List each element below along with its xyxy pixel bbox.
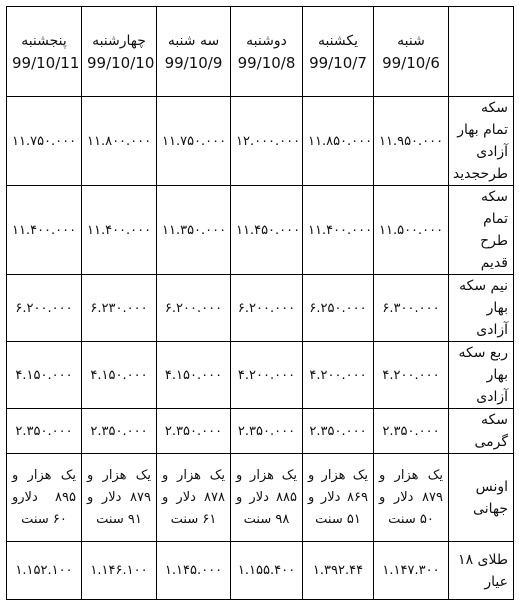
price-cell: ۱۱.۴۰۰.۰۰۰ xyxy=(82,186,157,275)
price-cell: ۱۱.۸۰۰.۰۰۰ xyxy=(82,97,157,186)
price-cell: ۴.۱۵۰.۰۰۰ xyxy=(82,342,157,409)
day-date: 99/10/6 xyxy=(382,53,440,72)
day-header-tuesday xyxy=(157,7,231,97)
price-cell: ۲.۳۵۰.۰۰۰ xyxy=(303,409,374,454)
price-cell: ۶.۲۰۰.۰۰۰ xyxy=(7,275,82,342)
price-cell: یک هزار و ۸۸۵ دلار و ۹۸ سنت xyxy=(231,454,303,542)
price-cell: ۱.۱۴۵.۰۰۰ xyxy=(157,542,231,600)
price-cell: یک هزار و ۸۹۵ دلارو ۶۰ سنت xyxy=(7,454,82,542)
price-cell: ۶.۲۵۰.۰۰۰ xyxy=(303,275,374,342)
price-cell: ۶.۲۰۰.۰۰۰ xyxy=(231,275,303,342)
price-cell: ۲.۳۵۰.۰۰۰ xyxy=(7,409,82,454)
price-cell: ۲.۳۵۰.۰۰۰ xyxy=(231,409,303,454)
header-row xyxy=(7,7,514,97)
row-label: سکه تمام بهار آزادی طرحجدید xyxy=(449,97,514,186)
price-cell: ۲.۳۵۰.۰۰۰ xyxy=(82,409,157,454)
table-row-old-design-coin xyxy=(7,186,514,275)
price-cell: ۱۱.۴۵۰.۰۰۰ xyxy=(231,186,303,275)
price-cell: ۱.۳۹۲.۴۴ xyxy=(303,542,374,600)
day-date: 99/10/10 xyxy=(87,53,155,72)
price-cell: ۱۱.۴۰۰.۰۰۰ xyxy=(7,186,82,275)
table-row-half-coin xyxy=(7,275,514,342)
price-cell: یک هزار و ۸۷۹ دلار و ۹۱ سنت xyxy=(82,454,157,542)
day-date: 99/10/11 xyxy=(12,53,80,72)
table-row-quarter-coin xyxy=(7,342,514,409)
table-row-world-ounce xyxy=(7,454,514,542)
row-label: اونس جهانی xyxy=(449,454,514,542)
table-row-18k-gold xyxy=(7,542,514,600)
price-cell: یک هزار و ۸۷۸ دلار و ۶۱ سنت xyxy=(157,454,231,542)
price-cell: یک هزار و ۸۶۹ دلار و ۵۱ سنت xyxy=(303,454,374,542)
price-cell: ۲.۳۵۰.۰۰۰ xyxy=(374,409,449,454)
day-name: شنبه xyxy=(397,32,425,49)
day-name: یکشنبه xyxy=(317,32,359,49)
price-cell: ۱.۱۴۷.۳۰۰ xyxy=(374,542,449,600)
price-cell: ۱۱.۷۵۰.۰۰۰ xyxy=(7,97,82,186)
day-name: دوشنبه xyxy=(246,32,287,49)
day-name: سه شنبه xyxy=(167,32,220,49)
row-label: سکه گرمی xyxy=(449,409,514,454)
row-label: ربع سکه بهار آزادی xyxy=(449,342,514,409)
price-cell: ۱.۱۴۶.۱۰۰ xyxy=(82,542,157,600)
row-label: طلای ۱۸ عیار xyxy=(449,542,514,600)
day-date: 99/10/8 xyxy=(237,53,296,72)
table-row-new-design-coin xyxy=(7,97,514,186)
price-cell: ۱۲.۰۰۰.۰۰۰ xyxy=(231,97,303,186)
day-name: چهارشنبه xyxy=(92,32,146,49)
day-header-thursday xyxy=(7,7,82,97)
price-cell: ۱۱.۵۰۰.۰۰۰ xyxy=(374,186,449,275)
price-cell: ۲.۳۵۰.۰۰۰ xyxy=(157,409,231,454)
price-cell: ۱۱.۴۰۰.۰۰۰ xyxy=(303,186,374,275)
corner-cell xyxy=(449,7,514,97)
table-row-gram-coin xyxy=(7,409,514,454)
day-header-saturday xyxy=(374,7,449,97)
row-label: نیم سکه بهار آزادی xyxy=(449,275,514,342)
price-cell: ۴.۲۰۰.۰۰۰ xyxy=(231,342,303,409)
price-cell: یک هزار و ۸۷۹ دلار و ۵۰ سنت xyxy=(374,454,449,542)
day-header-sunday xyxy=(303,7,374,97)
day-date: 99/10/7 xyxy=(309,53,367,72)
price-cell: ۶.۲۰۰.۰۰۰ xyxy=(157,275,231,342)
day-name: پنجشنبه xyxy=(21,32,67,49)
price-cell: ۶.۲۳۰.۰۰۰ xyxy=(82,275,157,342)
price-cell: ۱۱.۸۵۰.۰۰۰ xyxy=(303,97,374,186)
price-table xyxy=(6,6,514,600)
price-cell: ۱.۱۵۵.۴۰۰ xyxy=(231,542,303,600)
day-date: 99/10/9 xyxy=(164,53,223,72)
price-cell: ۴.۱۵۰.۰۰۰ xyxy=(7,342,82,409)
price-cell: ۱.۱۵۲.۱۰۰ xyxy=(7,542,82,600)
price-cell: ۴.۲۰۰.۰۰۰ xyxy=(303,342,374,409)
price-cell: ۱۱.۷۵۰.۰۰۰ xyxy=(157,97,231,186)
row-label: سکه تمام طرح قدیم xyxy=(449,186,514,275)
day-header-wednesday xyxy=(82,7,157,97)
day-header-monday xyxy=(231,7,303,97)
price-cell: ۴.۱۵۰.۰۰۰ xyxy=(157,342,231,409)
price-cell: ۴.۲۰۰.۰۰۰ xyxy=(374,342,449,409)
price-cell: ۶.۳۰۰.۰۰۰ xyxy=(374,275,449,342)
price-cell: ۱۱.۳۵۰.۰۰۰ xyxy=(157,186,231,275)
price-cell: ۱۱.۹۵۰.۰۰۰ xyxy=(374,97,449,186)
